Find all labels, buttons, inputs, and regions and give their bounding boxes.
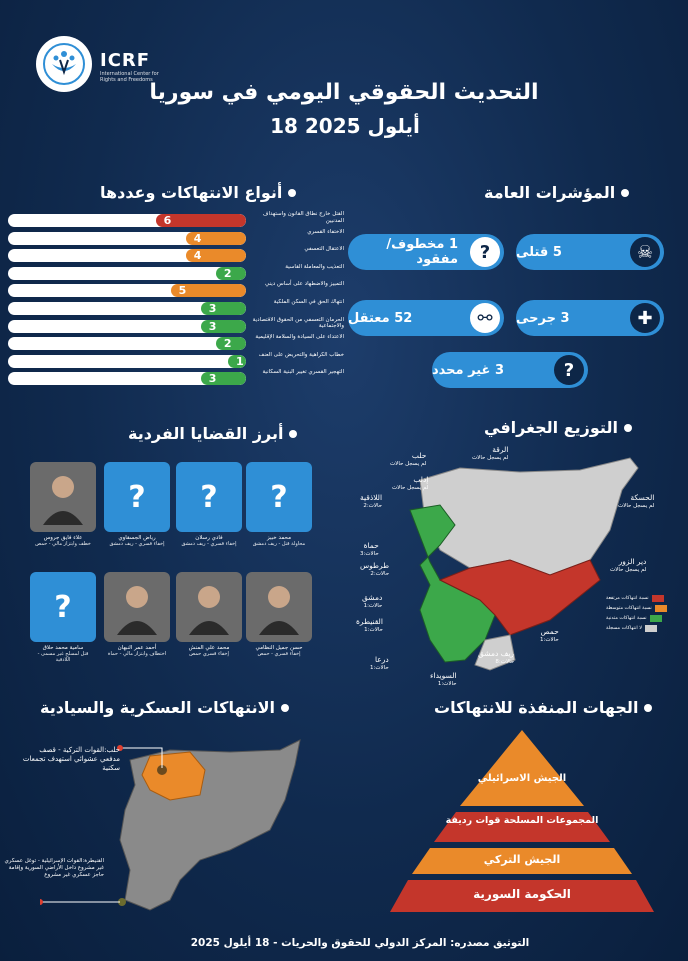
case-card[interactable] (176, 572, 242, 657)
case-card[interactable] (246, 462, 312, 547)
bar-track (8, 232, 246, 245)
bar-label: التعذيب والمعاملة القاسية (285, 263, 344, 270)
bar-fill: 3 (201, 320, 246, 333)
logo-emblem-icon (42, 42, 86, 86)
bullet-icon (288, 189, 296, 197)
violation-bar-row (8, 299, 344, 318)
legend-swatch (652, 595, 664, 602)
logo-name: ICRF (100, 50, 151, 71)
case-card[interactable] (104, 462, 170, 547)
map-label-aleppo: حلب لم يسجل حالات (390, 451, 427, 467)
legend-label: لا انتهاكات مسجلة (606, 626, 642, 631)
violation-bar-row (8, 228, 344, 248)
bar-label: الاعتداء على السيادة والسلامة الإقليمية (255, 334, 344, 341)
logo (36, 36, 92, 92)
case-name: محمد خبيز (266, 535, 292, 541)
case-description: إخفاء قسري - ريف دمشق (109, 541, 165, 547)
case-card[interactable] (176, 462, 242, 547)
legend-item (606, 615, 662, 622)
section-title-geo: التوزيع الجغرافي (484, 418, 632, 437)
bar-fill: 3 (201, 302, 246, 315)
section-title-violation-types: أنواع الانتهاكات وعددها (100, 183, 296, 202)
bar-fill: 5 (171, 284, 246, 297)
question-icon: ? (470, 237, 500, 267)
indicator-injured: 3 جرحى ✚ (516, 300, 664, 336)
section-title-cases: أبرز القضايا الفردية (128, 424, 297, 443)
military-note-aleppo: حلب:القوات التركية - قصف مدفعي عشوائي استهدف تجمعات سكنية (22, 746, 120, 772)
map-label-deir: دير الزور لم يسجل حالات (610, 557, 647, 573)
bar-fill: 2 (216, 267, 246, 280)
bar-label: خطاب الكراهية والتحريض على العنف (258, 351, 344, 358)
section-title-perpetrators: الجهات المنفذة للانتهاكات (434, 698, 652, 717)
case-card[interactable] (30, 462, 96, 547)
legend-swatch (645, 625, 657, 632)
bar-label: انتهاك الحق في السكن الملكية (273, 299, 344, 305)
case-description: قتل لمسلح غير مسمى - اللاذقية (37, 651, 89, 663)
question-icon: ? (246, 462, 312, 532)
bar-fill: 6 (156, 214, 246, 227)
map-label-idlib: إدلب لم يسجل حالات (392, 475, 429, 491)
bar-fill: 2 (216, 337, 246, 350)
case-description: إخفاء قسري حمص (189, 651, 229, 657)
map-label-damascus: دمشق حالات:1 (362, 593, 383, 609)
indicator-killed: 5 قتلى ☠ (516, 234, 664, 270)
bullet-icon (624, 424, 632, 432)
bar-track (8, 302, 246, 315)
case-name: حسن جميل النظامي (255, 645, 303, 651)
question-icon: ? (554, 355, 584, 385)
bar-fill: 1 (228, 355, 246, 368)
map-label-hama: حماة حالات:3 (360, 541, 379, 557)
skull-icon: ☠ (630, 237, 660, 267)
map-label-hasakah: الحسكة لم يسجل حالات (618, 493, 655, 509)
map-label-tartus: طرطوس حالات:2 (360, 561, 390, 577)
bar-track (8, 355, 246, 368)
map-label-raqqa: الرقة لم يسجل حالات (472, 445, 509, 461)
bar-track (8, 284, 246, 297)
bullet-icon (281, 704, 289, 712)
person-photo (104, 572, 170, 642)
question-icon: ? (30, 572, 96, 642)
question-icon: ? (176, 462, 242, 532)
case-card[interactable] (30, 572, 96, 663)
violation-bar-row (8, 316, 344, 336)
legend-label: نسبة انتهاكات مرتفعة (606, 596, 649, 601)
legend-swatch (650, 615, 662, 622)
pyramid-level-israeli-army (460, 730, 584, 806)
map-label-homs: حمص حالات:1 (540, 627, 559, 643)
violation-bar-row (8, 334, 344, 353)
bar-label: الاختفاء القسري (307, 228, 344, 235)
case-description: إخفاء قسري - ريف دمشق (181, 541, 237, 547)
bar-label: التهجير القسري تغيير البنية السكانية (262, 369, 344, 376)
bar-track (8, 337, 246, 350)
case-name: سامية محمد حلاق (42, 645, 84, 651)
indicator-detained: 52 معتقل ⚯ (348, 300, 504, 336)
map-label-quneitra: القنيطرة حالات:1 (356, 617, 383, 633)
page-title: التحديث الحقوقي اليومي في سوريا (149, 80, 539, 105)
case-description: إخفاء قسري - حمص (257, 651, 301, 657)
case-name: أحمد عمر النبهان (117, 645, 157, 651)
bar-fill: 4 (186, 249, 246, 262)
legend-item (606, 605, 667, 612)
legend-label: نسبة انتهاكات متدنية (606, 616, 647, 621)
legend-item (606, 625, 657, 632)
section-title-indicators: المؤشرات العامة (484, 183, 629, 202)
handcuffs-icon: ⚯ (470, 303, 500, 333)
logo-subtitle: International Center for Rights and Freedoms (100, 71, 159, 83)
pyramid-label-1: الجيش الاسرائيلي (477, 773, 567, 784)
bar-label: القتل خارج نطاق القانون واستهداف المدنيين (262, 211, 344, 224)
case-description: خطف وابتزاز مالي - حمص (35, 541, 91, 547)
bar-fill: 4 (186, 232, 246, 245)
indicator-kidnapped: 1 مخطوف/مفقود ? (348, 234, 504, 270)
bar-fill: 3 (201, 372, 246, 385)
case-name: فادي رسلان (195, 535, 223, 541)
question-icon: ? (104, 462, 170, 532)
pyramid-label-2: المجموعات المسلحة قوات رديفة (445, 815, 599, 826)
bullet-icon (289, 430, 297, 438)
case-name: محمد علي المنش (188, 645, 230, 651)
bar-track (8, 249, 246, 262)
case-description: محاولة قتل - ريف دمشق (252, 541, 306, 547)
case-card[interactable] (104, 572, 170, 657)
bar-label: الاعتقال التعسفي (304, 246, 344, 253)
case-name: علاء فايق جروس (43, 535, 83, 541)
violation-bar-row (8, 281, 344, 300)
legend-item (606, 595, 664, 602)
person-photo (176, 572, 242, 642)
bar-label: التمييز والاضطهاد على أساس ديني (265, 281, 344, 288)
map-label-latakia: اللاذقية حالات:2 (360, 493, 383, 509)
map-label-rifdimashq: ريف دمشق حالات:8 (478, 649, 515, 665)
section-title-military: الانتهاكات العسكرية والسيادية (40, 698, 289, 717)
map-label-daraa: درعا حالات:1 (370, 655, 389, 671)
bar-track (8, 320, 246, 333)
violation-bar-row (8, 246, 344, 265)
bullet-icon (621, 189, 629, 197)
bar-track (8, 214, 246, 227)
bar-track (8, 267, 246, 280)
violation-bar-row (8, 369, 344, 388)
military-note-quneitra: القنيطرة:القوات الإسرائيلية - توغل عسكري غير مشروع داخل الأراضي السورية وإقامة حاجز عسكري غير مشروع (4, 858, 104, 878)
map-region-north (420, 458, 638, 575)
medical-cross-icon: ✚ (630, 303, 660, 333)
person-photo (30, 462, 96, 532)
violation-bar-row (8, 211, 344, 230)
pyramid-label-4: الحكومة السورية (473, 887, 571, 901)
pointer-dot-icon (40, 899, 43, 905)
page-date: 18 أيلول 2025 (270, 114, 420, 138)
bullet-icon (644, 704, 652, 712)
bar-track (8, 372, 246, 385)
case-card[interactable] (246, 572, 312, 657)
case-name: رياض الجسقاوي (118, 535, 156, 541)
case-description: اختطاف وابتزاز مالي - حماة (107, 651, 167, 657)
logo-text (100, 50, 162, 83)
bar-label: الحرمان التعسفي من الحقوق الاقتصادية والاجتماعية (252, 316, 344, 330)
footer-source: التوثيق مصدره: المركز الدولي للحقوق والحريات - 18 أيلول 2025 (190, 937, 530, 949)
legend-swatch (655, 605, 667, 612)
pyramid-label-3: الجيش التركي (483, 853, 561, 866)
indicator-unknown: 3 غير محدد ? (432, 352, 588, 388)
map-label-sweida: السويداء حالات:1 (430, 671, 457, 687)
legend-label: نسبة انتهاكات متوسطة (606, 606, 652, 611)
person-photo (246, 572, 312, 642)
